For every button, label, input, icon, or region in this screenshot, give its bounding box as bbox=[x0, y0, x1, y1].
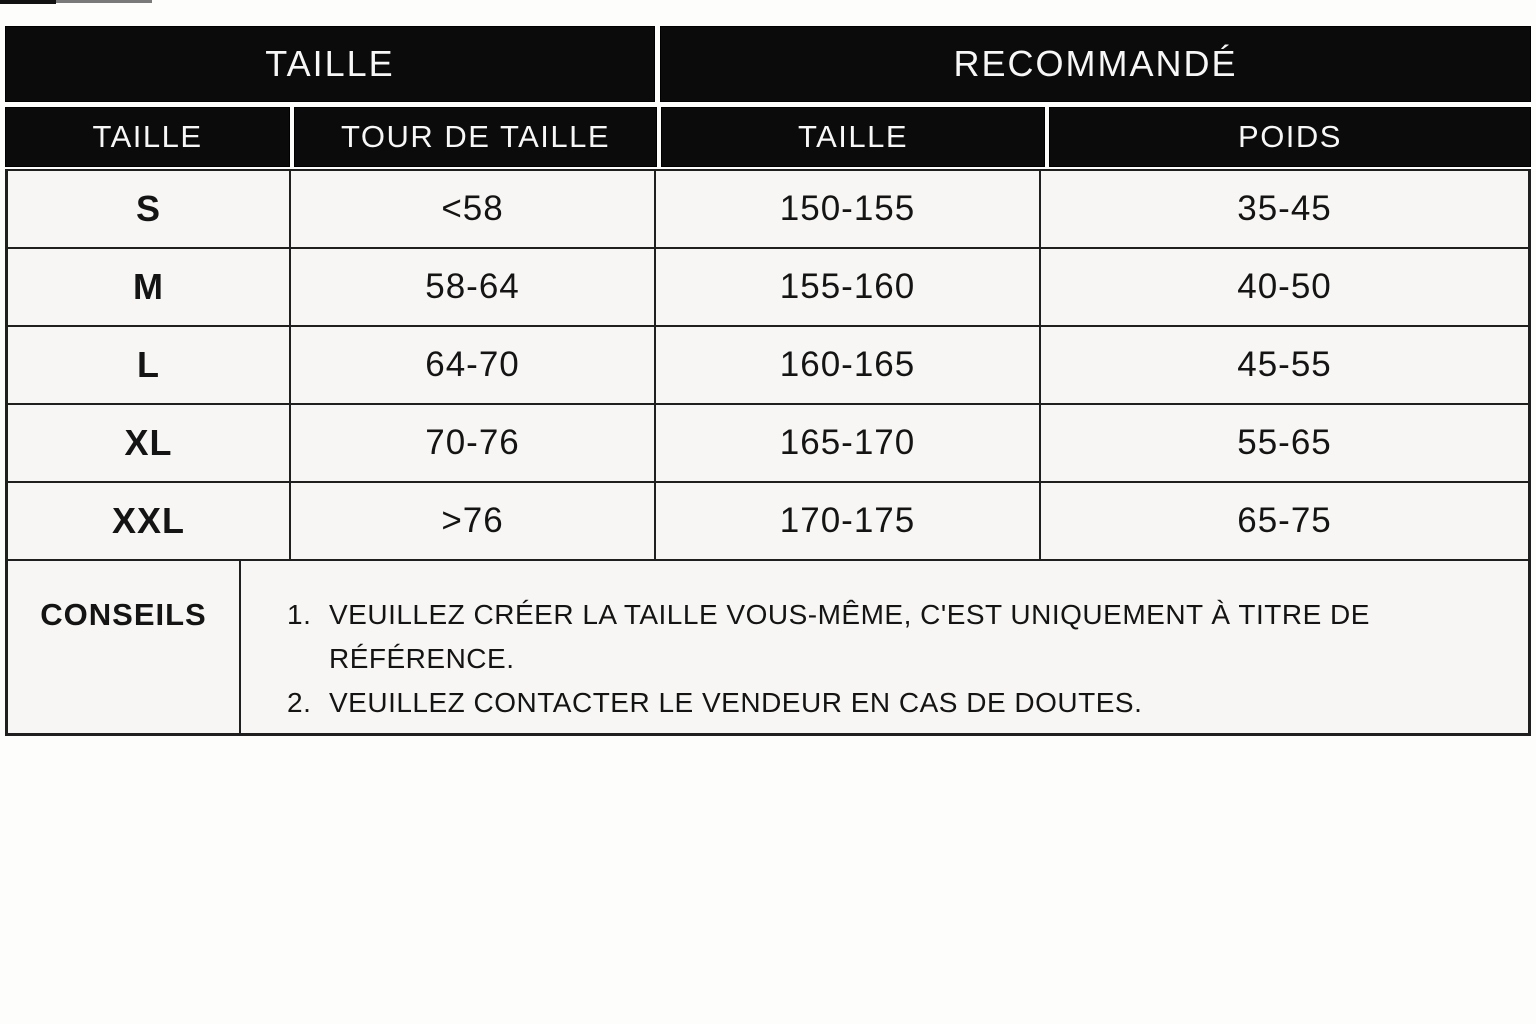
waist-cell: 70-76 bbox=[291, 405, 656, 481]
advice-notes bbox=[241, 561, 1528, 733]
height-cell: 150-155 bbox=[656, 171, 1041, 247]
size-cell: M bbox=[8, 249, 291, 325]
header-group-recommande: RECOMMANDÉ bbox=[660, 26, 1531, 102]
advice-note-1-line-2: RÉFÉRENCE. bbox=[329, 643, 515, 674]
advice-note-1-line-1: VEUILLEZ CRÉER LA TAILLE VOUS-MÊME, C'EST UNIQUEMENT À TITRE DE bbox=[329, 599, 1370, 630]
waist-cell: 64-70 bbox=[291, 327, 656, 403]
table-row bbox=[8, 327, 1528, 405]
waist-cell: >76 bbox=[291, 483, 656, 559]
advice-note-2-line-1: VEUILLEZ CONTACTER LE VENDEUR EN CAS DE DOUTES. bbox=[329, 687, 1143, 718]
weight-cell: 40-50 bbox=[1041, 249, 1528, 325]
bottom-border-break-artifact bbox=[605, 737, 627, 743]
column-header-taille: TAILLE bbox=[5, 107, 290, 167]
size-cell: XXL bbox=[8, 483, 291, 559]
size-cell: S bbox=[8, 171, 291, 247]
weight-cell: 45-55 bbox=[1041, 327, 1528, 403]
screenshot-artifact-bar-black bbox=[0, 0, 56, 4]
advice-note-1-number: 1. bbox=[287, 599, 312, 630]
column-header-row bbox=[5, 107, 1531, 167]
header-group-row bbox=[5, 26, 1531, 102]
screenshot-artifact-bar-gray bbox=[56, 0, 152, 3]
advice-note-2 bbox=[287, 681, 1508, 725]
table-row bbox=[8, 171, 1528, 249]
weight-cell: 55-65 bbox=[1041, 405, 1528, 481]
advice-row bbox=[8, 561, 1528, 733]
weight-cell: 35-45 bbox=[1041, 171, 1528, 247]
advice-note-1 bbox=[287, 593, 1508, 681]
column-header-tour-de-taille: TOUR DE TAILLE bbox=[294, 107, 657, 167]
column-header-taille-cm: TAILLE bbox=[661, 107, 1045, 167]
header-group-taille: TAILLE bbox=[5, 26, 655, 102]
table-body bbox=[5, 169, 1531, 736]
height-cell: 165-170 bbox=[656, 405, 1041, 481]
height-cell: 155-160 bbox=[656, 249, 1041, 325]
size-chart-table bbox=[5, 26, 1531, 736]
table-row bbox=[8, 483, 1528, 561]
column-header-poids: POIDS bbox=[1049, 107, 1531, 167]
height-cell: 160-165 bbox=[656, 327, 1041, 403]
waist-cell: 58-64 bbox=[291, 249, 656, 325]
table-row bbox=[8, 405, 1528, 483]
weight-cell: 65-75 bbox=[1041, 483, 1528, 559]
size-cell: L bbox=[8, 327, 291, 403]
height-cell: 170-175 bbox=[656, 483, 1041, 559]
size-cell: XL bbox=[8, 405, 291, 481]
advice-label: CONSEILS bbox=[8, 561, 241, 733]
advice-note-2-number: 2. bbox=[287, 687, 312, 718]
table-row bbox=[8, 249, 1528, 327]
waist-cell: <58 bbox=[291, 171, 656, 247]
